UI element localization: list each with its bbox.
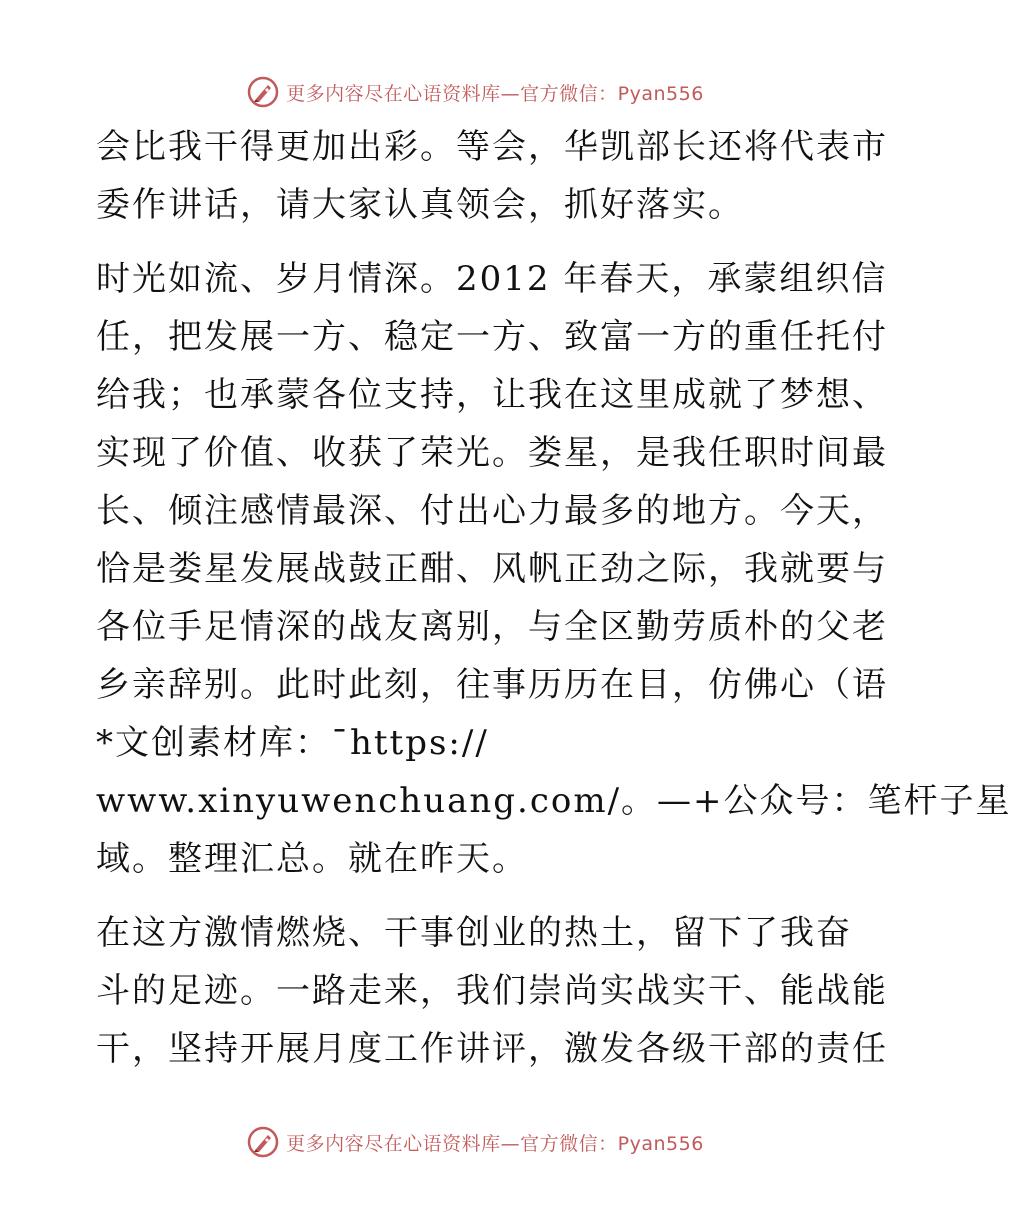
text-line: 时光如流、岁月情深。2012 年春天，承蒙组织信 <box>96 259 888 299</box>
text-line: 长、倾注感情最深、付出心力最多的地方。今天， <box>96 491 888 531</box>
text-line: 恰是娄星发展战鼓正酣、风帆正劲之际，我就要与 <box>96 549 888 589</box>
paragraph <box>96 904 888 1078</box>
text-line: www.xinyuwenchuang.com/。—+公众号：笔杆子星 <box>96 781 1012 821</box>
text-line: 给我；也承蒙各位支持，让我在这里成就了梦想、 <box>96 375 888 415</box>
paragraph <box>96 118 888 234</box>
paragraph <box>96 250 1012 888</box>
text-line: 域。整理汇总。就在昨天。 <box>96 839 528 879</box>
text-line: 实现了价值、收获了荣光。娄星，是我任职时间最 <box>96 433 888 473</box>
pen-nib-logo-icon <box>246 75 280 109</box>
text-line: 在这方激情燃烧、干事创业的热土，留下了我奋 <box>96 913 852 953</box>
footer-watermark <box>0 1122 950 1162</box>
watermark-text: 更多内容尽在心语资料库—官方微信：Pyan556 <box>286 82 704 105</box>
header-watermark <box>0 72 950 112</box>
watermark-text: 更多内容尽在心语资料库—官方微信：Pyan556 <box>286 1132 704 1155</box>
text-line: 斗的足迹。一路走来，我们崇尚实战实干、能战能 <box>96 971 888 1011</box>
text-line: *文创素材库：¯https:// <box>96 723 489 763</box>
document-body <box>96 118 1012 1078</box>
text-line: 乡亲辞别。此时此刻，往事历历在目，仿佛心（语 <box>96 665 888 705</box>
text-line: 干，坚持开展月度工作讲评，激发各级干部的责任 <box>96 1029 888 1069</box>
text-line: 委作讲话，请大家认真领会，抓好落实。 <box>96 185 744 225</box>
text-line: 会比我干得更加出彩。等会，华凯部长还将代表市 <box>96 127 888 167</box>
text-line: 各位手足情深的战友离别，与全区勤劳质朴的父老 <box>96 607 888 647</box>
text-line: 任，把发展一方、稳定一方、致富一方的重任托付 <box>96 317 888 357</box>
pen-nib-logo-icon <box>246 1125 280 1159</box>
